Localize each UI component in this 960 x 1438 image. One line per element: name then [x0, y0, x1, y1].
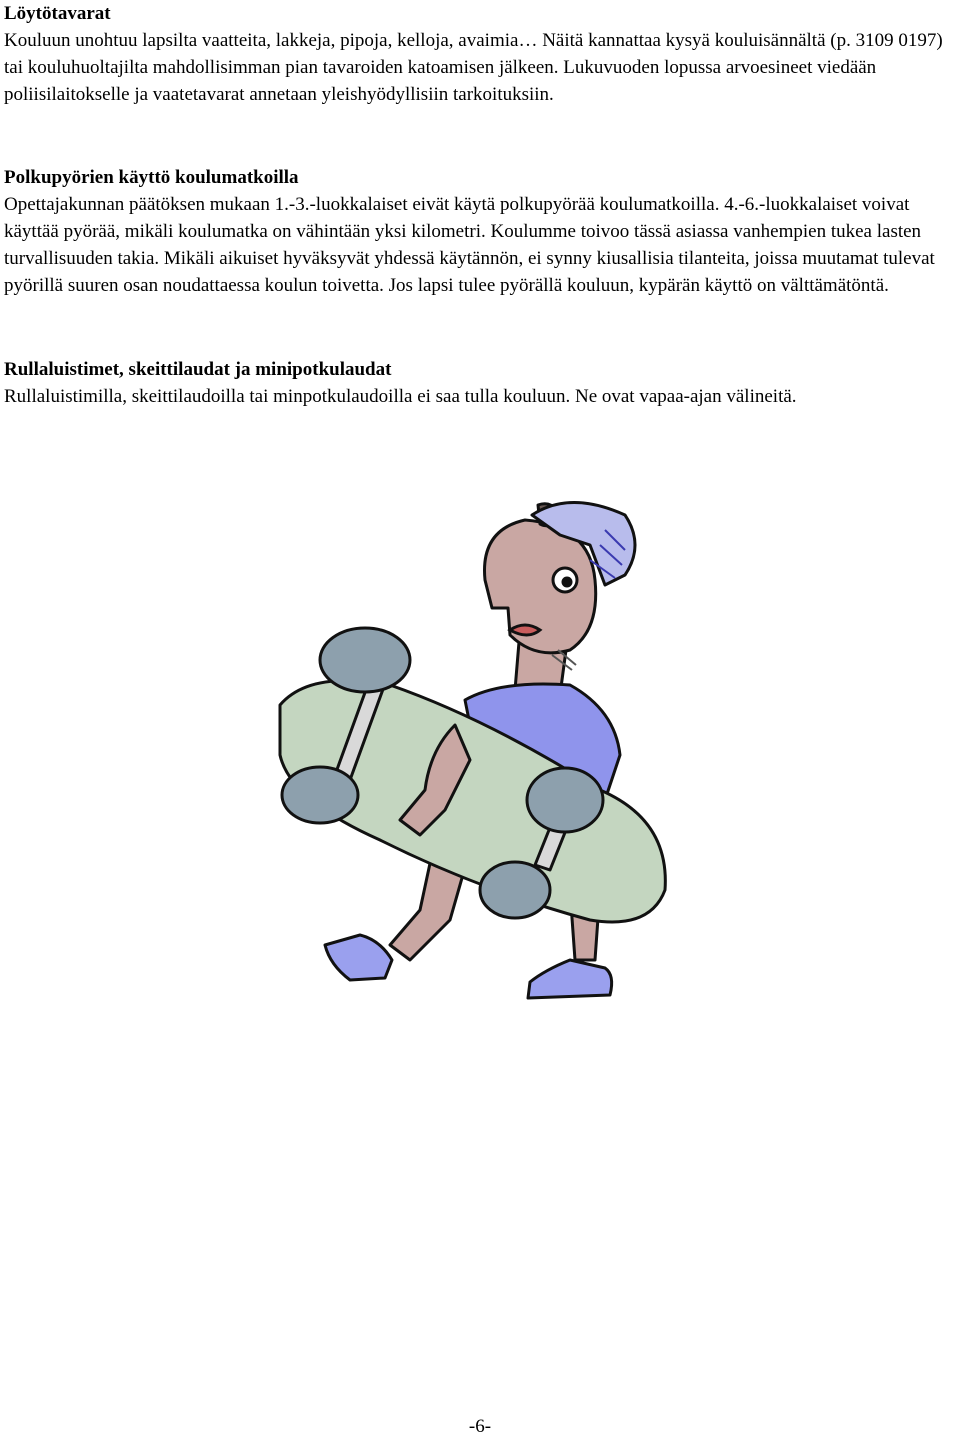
section-lost-items [4, 0, 956, 108]
paragraph-bicycles: Opettajakunnan päätöksen mukaan 1.-3.-luokkalaiset eivät käytä polkupyörää koulumatkoilla. 4.-6.-luokkalaiset voivat käyttää pyörää, mikäli koulumatka on vähintään yksi kilometri. Koulumme toivoo tässä asiassa vanhempien tukea lasten turvallisuuden takia. Mikäli aikuiset hyväksyvät yhdessä käytännön, ei synny kiusallisia tilanteita, joissa muutamat tulevat pyörillä suuren osan noudattaessa koulun toivetta. Jos lapsi tulee pyörällä kouluun, kypärän käyttö on välttämätöntä. [4, 194, 935, 296]
wheel-left-bottom [282, 767, 358, 823]
shoe-front [528, 960, 612, 998]
page-number: -6- [468, 1416, 492, 1437]
paragraph-lost-items: Kouluun unohtuu lapsilta vaatteita, lakkeja, pipoja, kelloja, avaimia… Näitä kannattaa kysyä kouluisännältä (p. 3109 0197) tai kouluhuoltajilta mahdollisimman pian tavaroiden katoamisen jälkeen. Lukuvuoden lopussa arvoesineet viedään poliisilaitokselle ja vaatetavarat annetaan yleishyödyllisiin tarkoituksiin. [4, 30, 943, 105]
section-bicycles [4, 164, 956, 299]
wheel-left-top [320, 628, 410, 692]
paragraph-skates: Rullaluistimilla, skeittilaudoilla tai minpotkulaudoilla ei saa tulla kouluun. Ne ovat vapaa-ajan välineitä. [4, 386, 797, 407]
heading-bicycles: Polkupyörien käyttö koulumatkoilla [4, 167, 299, 188]
shoe-back [325, 935, 392, 980]
wheel-right-bottom [480, 862, 550, 918]
boy-carrying-skateboard-illustration [270, 490, 680, 1000]
wheel-right-top [527, 768, 603, 832]
heading-lost-items: Löytötavarat [4, 3, 111, 24]
heading-skates: Rullaluistimet, skeittilaudat ja minipotkulaudat [4, 359, 392, 380]
section-skates [4, 356, 956, 410]
